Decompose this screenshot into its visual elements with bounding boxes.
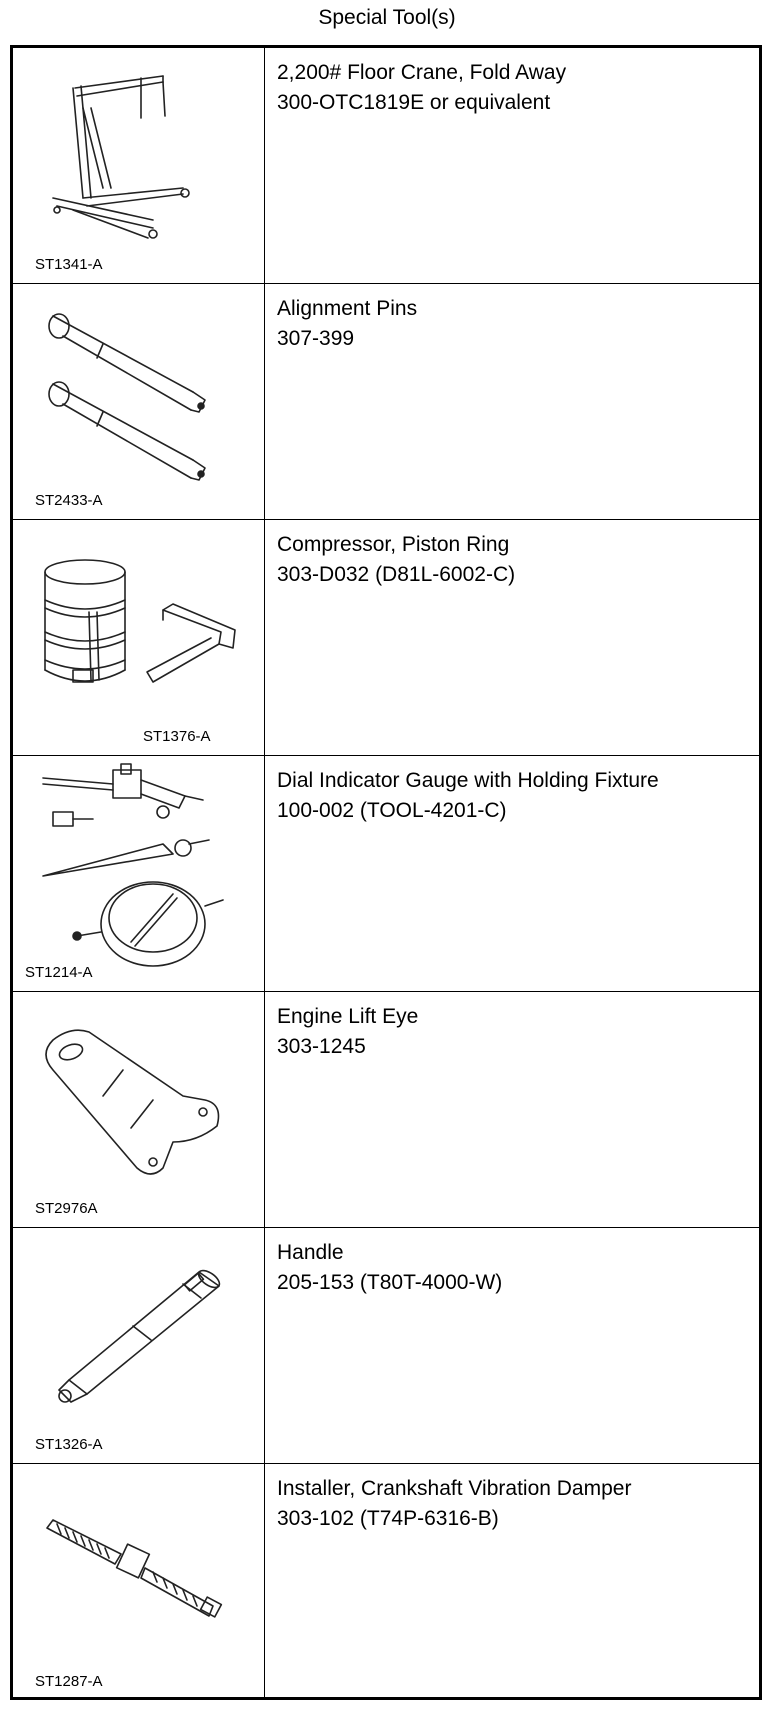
description-cell bbox=[265, 1464, 759, 1700]
description-cell bbox=[265, 756, 759, 991]
piston-ring-compressor-icon bbox=[13, 520, 264, 755]
illustration-cell bbox=[13, 756, 265, 991]
floor-crane-icon bbox=[13, 48, 264, 283]
table-row bbox=[13, 284, 759, 520]
alignment-pins-icon bbox=[13, 284, 264, 519]
tool-part-number: 100-002 (TOOL-4201-C) bbox=[277, 799, 507, 822]
illustration-label: ST1326-A bbox=[35, 1436, 103, 1453]
tool-part-number: 307-399 bbox=[277, 327, 355, 350]
tool-name: Compressor, Piston Ring bbox=[277, 533, 510, 556]
table-row bbox=[13, 1464, 759, 1700]
table-row bbox=[13, 1228, 759, 1464]
tool-name: Handle bbox=[277, 1241, 344, 1264]
table-row bbox=[13, 756, 759, 992]
tool-part-number: 303-102 (T74P-6316-B) bbox=[277, 1507, 499, 1530]
page-title: Special Tool(s) bbox=[318, 6, 456, 29]
tool-name: Dial Indicator Gauge with Holding Fixture bbox=[277, 769, 659, 792]
table-row bbox=[13, 48, 759, 284]
illustration-cell bbox=[13, 48, 265, 283]
tool-part-number: 205-153 (T80T-4000-W) bbox=[277, 1271, 503, 1294]
tool-part-number: 303-D032 (D81L-6002-C) bbox=[277, 563, 516, 586]
tool-part-number: 300-OTC1819E or equivalent bbox=[277, 91, 551, 114]
illustration-label: ST2976A bbox=[35, 1200, 98, 1217]
engine-lift-eye-icon bbox=[13, 992, 264, 1227]
illustration-cell bbox=[13, 1228, 265, 1463]
description-cell bbox=[265, 992, 759, 1227]
tool-part-number: 303-1245 bbox=[277, 1035, 366, 1058]
tool-name: Engine Lift Eye bbox=[277, 1005, 419, 1028]
handle-icon bbox=[13, 1228, 264, 1463]
description-cell bbox=[265, 520, 759, 755]
description-cell bbox=[265, 48, 759, 283]
illustration-label: ST1287-A bbox=[35, 1673, 103, 1690]
illustration-cell bbox=[13, 1464, 265, 1700]
illustration-cell bbox=[13, 284, 265, 519]
special-tools-table bbox=[10, 45, 762, 1700]
illustration-cell bbox=[13, 520, 265, 755]
dial-indicator-gauge-icon bbox=[13, 756, 264, 991]
table-row bbox=[13, 520, 759, 756]
description-cell bbox=[265, 1228, 759, 1463]
illustration-label: ST1341-A bbox=[35, 256, 103, 273]
illustration-label: ST1376-A bbox=[143, 728, 211, 745]
damper-installer-icon bbox=[13, 1464, 264, 1699]
tool-name: 2,200# Floor Crane, Fold Away bbox=[277, 61, 567, 84]
table-row bbox=[13, 992, 759, 1228]
tool-name: Alignment Pins bbox=[277, 297, 418, 320]
illustration-cell bbox=[13, 992, 265, 1227]
description-cell bbox=[265, 284, 759, 519]
illustration-label: ST1214-A bbox=[25, 964, 93, 981]
illustration-label: ST2433-A bbox=[35, 492, 103, 509]
tool-name: Installer, Crankshaft Vibration Damper bbox=[277, 1477, 632, 1500]
